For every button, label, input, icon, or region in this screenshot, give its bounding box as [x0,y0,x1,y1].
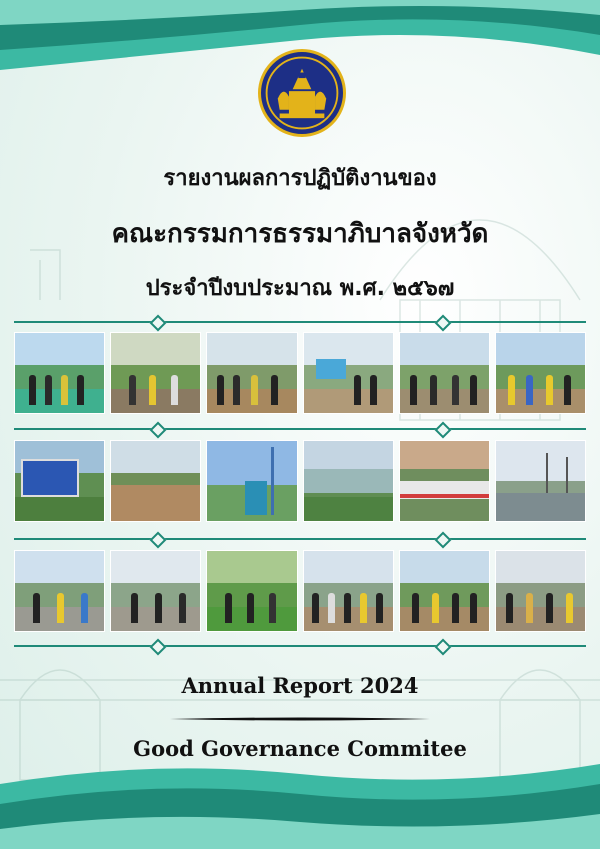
photo-officials-with-banner [303,332,394,414]
photo-row-2 [14,440,586,522]
photo-separator [14,423,586,435]
cover-title-line-2: คณะกรรมการธรรมาภิบาลจังหวัด [111,219,489,249]
photo-project-signboard [14,440,105,522]
photo-sandbag-barrier [399,440,490,522]
photo-paved-road-with-lights [495,440,586,522]
photo-separator [14,316,586,328]
annual-report-title: Annual Report 2024 [181,673,419,698]
photo-inspection-large-group [303,550,394,632]
photo-separator [14,533,586,545]
garuda-seal-icon [258,49,346,137]
photo-inspection-roadside [14,550,105,632]
photo-officials-on-field [14,332,105,414]
photo-water-tank [206,440,297,522]
photo-officials-in-garden [110,332,201,414]
photo-inspection-rural-road [399,550,490,632]
photo-inspection-site-meeting [495,550,586,632]
committee-name: Good Governance Commitee [133,736,467,761]
title-divider [170,717,430,721]
photo-officials-in-yellow-vests [495,332,586,414]
photo-inspection-open-ground [110,550,201,632]
cover-title-line-3: ประจำปีงบประมาณ พ.ศ. ๒๕๖๗ [145,276,455,301]
photo-row-3 [14,550,586,632]
cover-title-line-1: รายงานผลการปฏิบัติงานของ [163,166,437,191]
photo-officials-group-outdoors [399,332,490,414]
photo-separator [14,640,586,652]
photo-row-1 [14,332,586,414]
bottom-wave-decoration [0,754,600,849]
photo-flooded-field [303,440,394,522]
photo-inspection-green-field [206,550,297,632]
photo-dirt-road [110,440,201,522]
photo-officials-on-dirt-road [206,332,297,414]
